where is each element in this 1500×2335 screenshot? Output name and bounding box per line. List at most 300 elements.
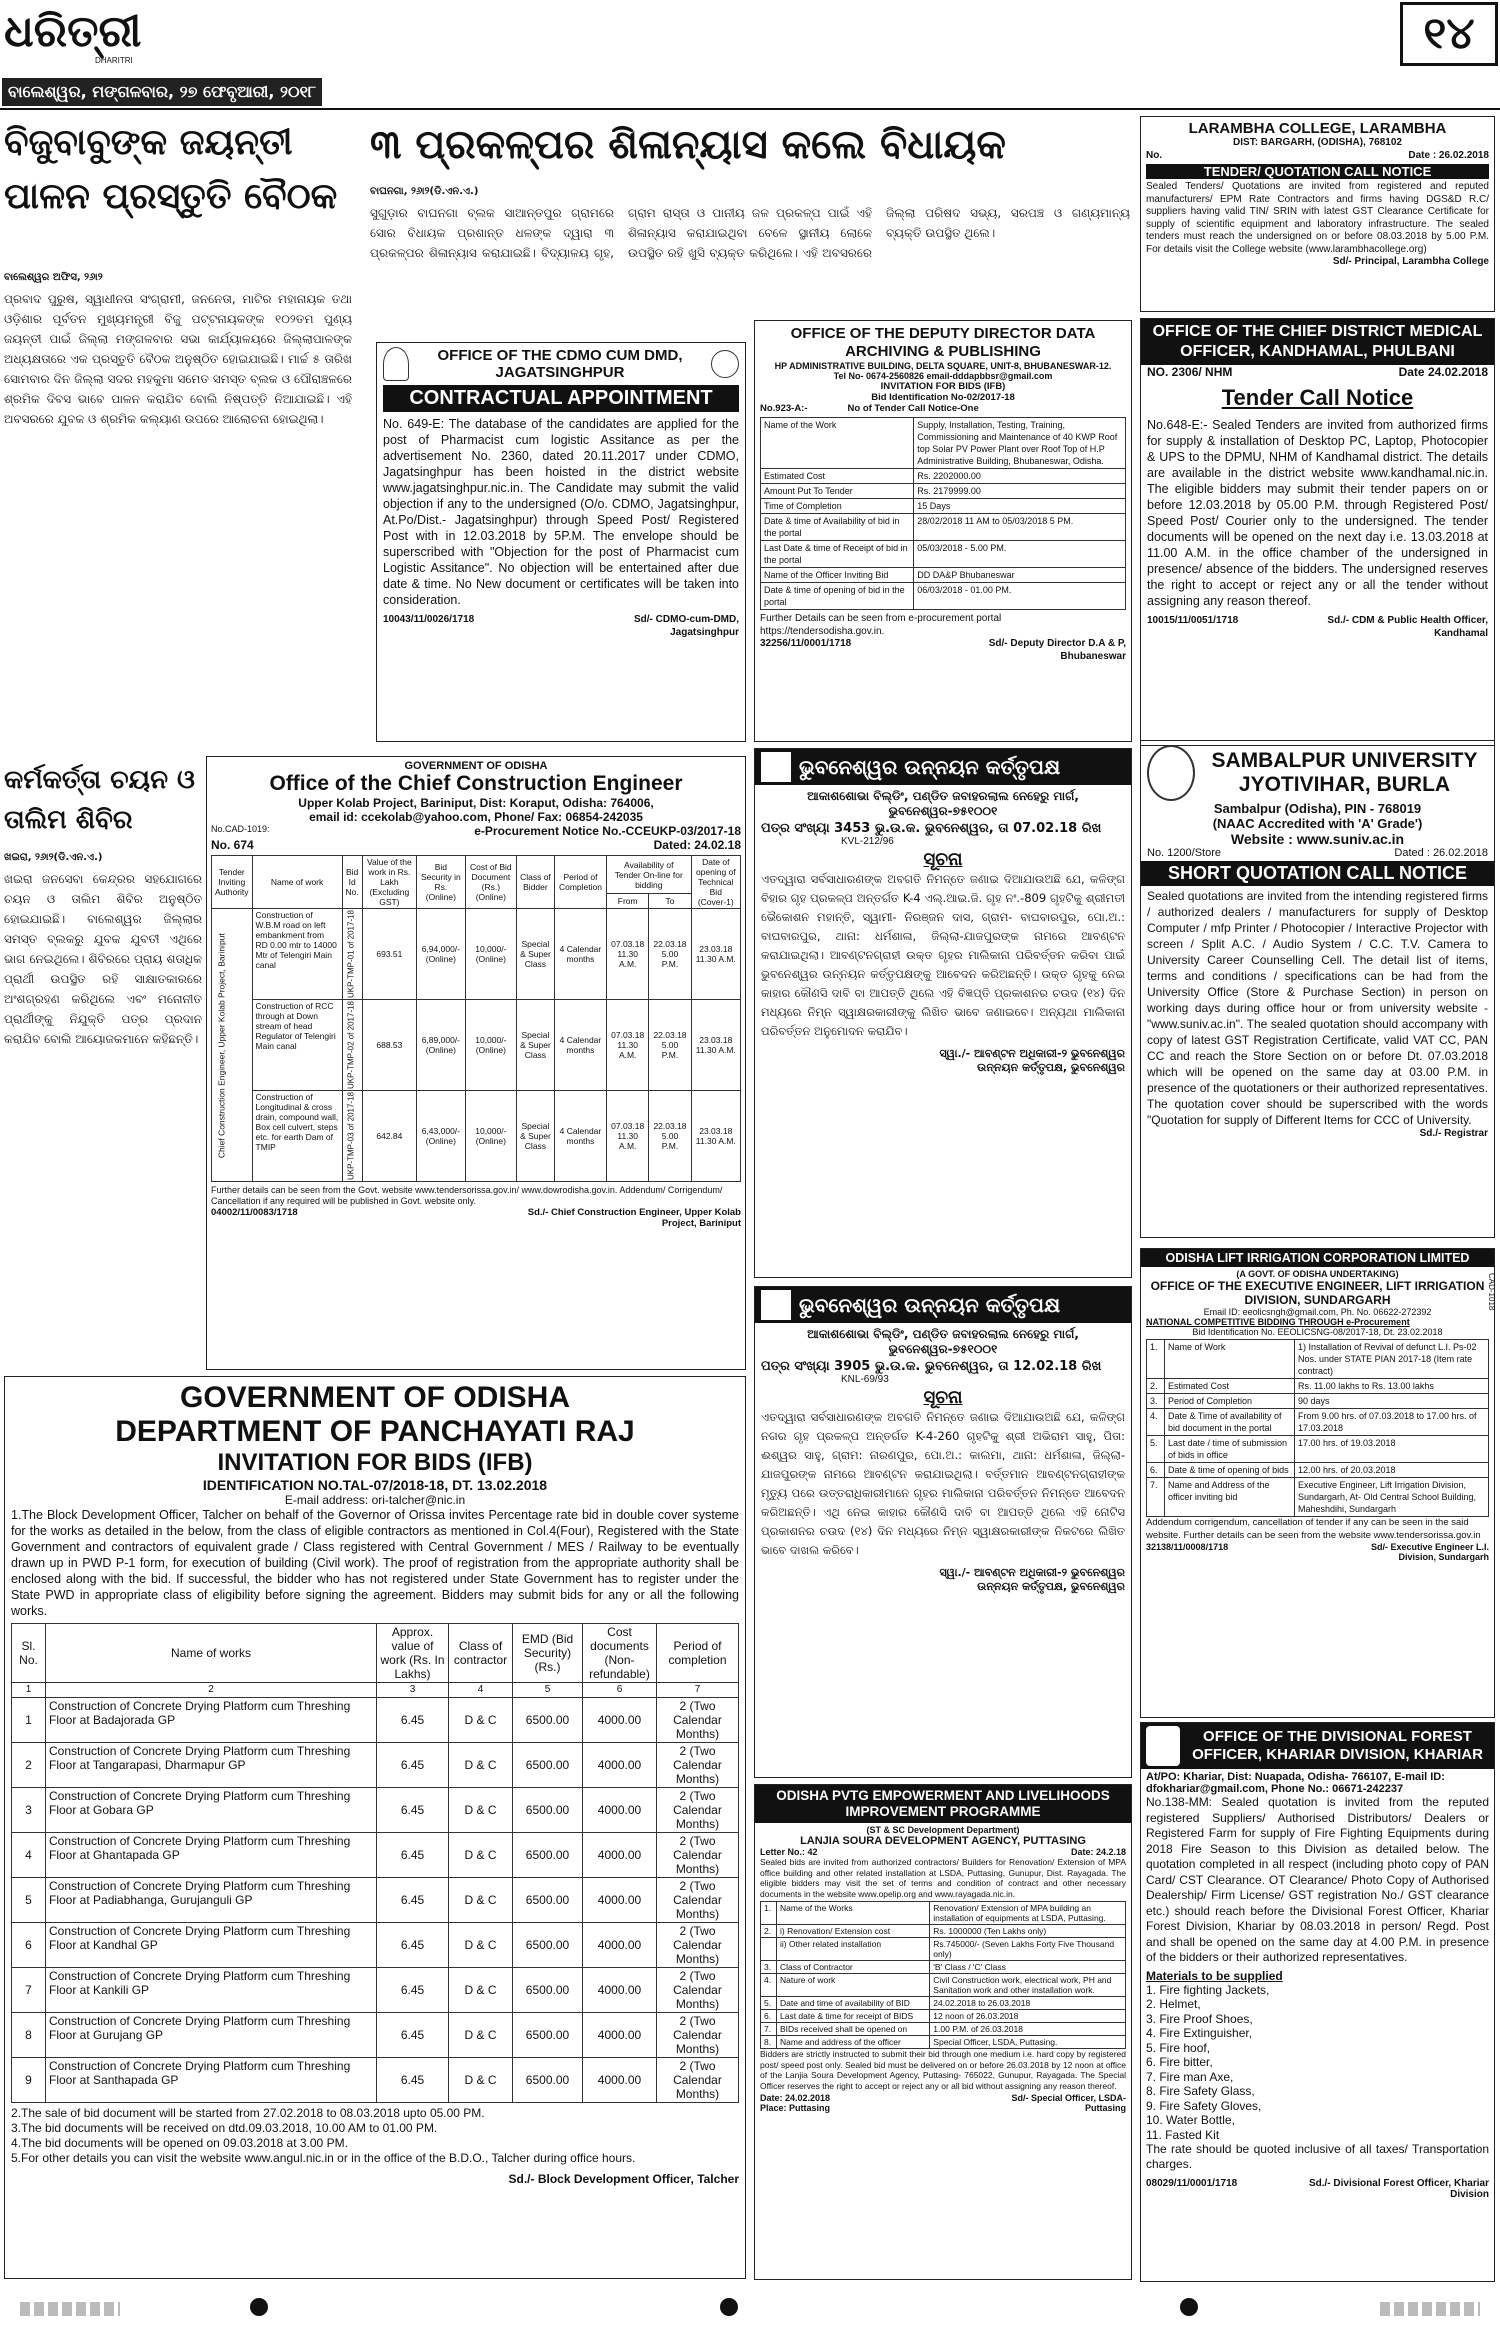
list-item: 6. Fire bitter, <box>1146 2055 1213 2069</box>
table-row <box>761 499 1126 514</box>
table-cell: 1 <box>12 1683 46 1698</box>
list-item: 1. Fire fighting Jackets, <box>1146 1982 1270 1997</box>
bda1-letter: ପତ୍ର ସଂଖ୍ୟା 3453 ଭୁ.ଉ.କ. ଭୁବନେଶ୍ୱର, ତା 07.02.18 ରିଖ <box>761 821 1102 836</box>
table-row <box>761 1997 1126 2010</box>
panchayat-table <box>11 1623 739 2103</box>
table-cell: Construction of Concrete Drying Platform cum Threshing Floor at Tangarapasi, Dharmapur GP <box>46 1743 377 1788</box>
ad-panchayat <box>4 1376 746 2279</box>
table-header: From <box>606 894 648 909</box>
table-cell: 15 Days <box>914 499 1126 514</box>
table-cell: 06/03/2018 - 01.00 PM. <box>914 583 1126 610</box>
kandhamal-body: No.648-E:- Sealed Tenders are invited from authorized firms for supply & installation of Desktop PC, Laptop, Photocopier & UPS to the DPMU, NHM of Kandhamal district. The details are available in the district website www.kandhamal.nic.in. The eligible bidders may submit their tender papers on or before 12.03.2018 by 05.00 P.M. through Registered Post/ Speed Post/ Courier only to the undersigned. The tender documents will be opened on the next day i.e. 13.03.2018 at 11.00 A.M. in the office chamber of the undersigned in presence/ absence of the bidders. The undersigned reserves the right to accept or reject any or all the tender without assigning any reason thereof. <box>1147 418 1488 608</box>
list-item: 10. Water Bottle, <box>1146 2113 1235 2127</box>
table-cell: 3 <box>12 1788 46 1833</box>
table-row <box>12 2013 739 2058</box>
ad-bda-2 <box>754 1286 1132 1778</box>
table-cell: 4. <box>761 1974 777 1997</box>
table-cell: 24.02.2018 to 26.03.2018 <box>930 1997 1126 2010</box>
table-header: Class of contractor <box>449 1624 513 1683</box>
table-header: Date of opening of Technical Bid (Cover-1) <box>691 856 740 909</box>
cce-address: Upper Kolab Project, Bariniput, Dist: Koraput, Odisha: 764006, <box>298 796 654 810</box>
table-cell: Name and address of the officer <box>777 2036 930 2049</box>
table-cell: 6.45 <box>377 2013 449 2058</box>
table-cell: Date & time of opening of bid in the portal <box>761 583 914 610</box>
forest-body: No.138-MM: Sealed quotation is invited from the reputed registered Suppliers/ Authorised Distributors/ Dealers or Registered Farm for supply of Fire Fighting Equipments during 2018 Fire Season to this Division as detailed below. The quotation completed in all respect (including photo copy of PAN Card/ CST Clearance. OT Clearance/ Photo Copy of Authorised Dealership/ Firm License/ GST registration No./ GST clearance etc.) should reach before the Divisional Forest Officer, Khariar Forest Division, Khariar by 08.03.2018 in person/ Regd. Post and shall be opened on the same day at 4.00 P.M. in presence of the bidders or their authorized representatives. <box>1146 1795 1489 1964</box>
print-registration-marks <box>0 2290 1500 2330</box>
pvtg-agency: LANJIA SOURA DEVELOPMENT AGENCY, PUTTASING <box>800 1835 1086 1847</box>
table-cell: 10,000/- (Online) <box>465 909 516 1000</box>
lift-office: OFFICE OF THE EXECUTIVE ENGINEER, LIFT IRRIGATION DIVISION, SUNDARGARH <box>1150 1279 1485 1307</box>
table-cell: D & C <box>449 1743 513 1788</box>
table-cell: UKP-TMP-03 of 2017-18 <box>342 1091 362 1182</box>
table-cell: 4000.00 <box>583 1878 657 1923</box>
table-cell: 7 <box>12 1968 46 2013</box>
pvtg-letter: Letter No.: 42 <box>760 1847 818 1857</box>
list-item: 3. Fire Proof Shoes, <box>1146 2011 1253 2026</box>
ad-kandhamal <box>1140 318 1495 746</box>
table-cell: 7 <box>657 1683 739 1698</box>
table-cell: Construction of Concrete Drying Platform cum Threshing Floor at Kankili GP <box>46 1968 377 2013</box>
table-cell: Special & Super Class <box>516 909 554 1000</box>
table-header: Period of completion <box>657 1624 739 1683</box>
table-cell: Period of Completion <box>1165 1394 1295 1409</box>
table-cell: 8. <box>761 2036 777 2049</box>
pvtg-date: Date: 24.2.18 <box>1070 1847 1126 1857</box>
bda2-sign: ସ୍ୱା./- ଆବଣ୍ଟନ ଅଧିକାରୀ-୨ ଭୁବନେଶ୍ୱର ଉନ୍ନୟନ କର୍ତ୍ତୃପକ୍ଷ, ଭୁବନେଶ୍ୱର <box>939 1565 1125 1593</box>
table-header: EMD (Bid Security) (Rs.) <box>513 1624 583 1683</box>
table-cell: Special Officer, LSDA, Puttasing. <box>930 2036 1126 2049</box>
table-cell: 6. <box>761 2010 777 2023</box>
story-camp-body: ଖଇରା ଜନସେବା କେନ୍ଦ୍ରର ସହଯୋଗରେ ଚୟନ ଓ ତାଲିମ ଶିବିର ଅନୁଷ୍ଠିତ ହୋଇଯାଇଛି। ବାଲେଶ୍ୱର ଜିଲ୍ଲାର ସମସ୍ତ ବ୍ଲକରୁ ଯୁବକ ଯୁବତୀ ଏଥିରେ ଭାଗ ନେଇଥିଲେ। ଶିବିରରେ ପ୍ରାୟ ଶତାଧିକ ପ୍ରାର୍ଥୀ ଉପସ୍ଥିତ ରହି ସାକ୍ଷାତକାରରେ ଅଂଶଗ୍ରହଣ କରିଥିଲେ ଏବଂ ମନୋନୀତ ପ୍ରାର୍ଥୀଙ୍କୁ ନିଯୁକ୍ତି ପତ୍ର ପ୍ରଦାନ କରାଯିବ ବୋଲି ଆୟୋଜକମାନେ କହିଛନ୍ତି। <box>4 871 202 1046</box>
table-cell: 2 <box>46 1683 377 1698</box>
table-cell: Construction of RCC through at Down stream of head Regulator of Telengiri Main canal <box>252 1000 342 1091</box>
list-item: 8. Fire Safety Glass, <box>1146 2084 1255 2098</box>
table-cell: Construction of W.B.M road on left embankment from RD 0.00 mtr to 14000 Mtr of Telengiri Main canal <box>252 909 342 1000</box>
table-cell: 6,43,000/- (Online) <box>416 1091 465 1182</box>
table-cell: 7. <box>761 2023 777 2036</box>
table-cell: Date & Time of availability of bid document in the portal <box>1165 1409 1295 1436</box>
table-cell: 4 Calendar months <box>554 909 606 1000</box>
panchayat-dept: DEPARTMENT OF PANCHAYATI RAJ <box>115 1415 635 1448</box>
table-cell: Civil Construction work, electrical work, PH and Sanitation work and other installation work. <box>930 1974 1126 1997</box>
kandhamal-ref: 10015/11/0051/1718 <box>1147 615 1239 626</box>
bda1-sign: ସ୍ୱା./- ଆବଣ୍ଟନ ଅଧିକାରୀ-୨ ଭୁବନେଶ୍ୱର ଉନ୍ନୟନ କର୍ତ୍ତୃପକ୍ଷ, ଭୁବନେଶ୍ୱର <box>939 1046 1125 1074</box>
table-cell: 10,000/- (Online) <box>465 1091 516 1182</box>
pvtg-dept: (ST & SC Development Department) <box>866 1825 1020 1835</box>
table-cell: Class of Contractor <box>777 1961 930 1974</box>
dd-footer: Further Details can be seen from e-procurement portal https://tendersodisha.gov.in. <box>760 613 1002 637</box>
table-header-row <box>12 1624 739 1683</box>
table-cell: Rs. 2179999.00 <box>914 484 1126 499</box>
table-row <box>761 568 1126 583</box>
cdmo-sign: Sd/- CDMO-cum-DMD, Jagatsinghpur <box>634 614 739 638</box>
dd-tel: Tel No- 0674-2560826 email-dddapbbsr@gmail.com <box>833 371 1053 381</box>
table-cell: 6.45 <box>377 1878 449 1923</box>
table-header: Approx. value of work (Rs. In Lakhs) <box>377 1624 449 1683</box>
table-cell: Name of Work <box>1165 1340 1295 1379</box>
table-cell: Supply, Installation, Testing, Training, Commissioning and Maintenance of 40 KWP Roof top Solar PV Power Plant over Roof Top of H.P Administrative Building, Bhubaneswar, Odisha. <box>914 418 1126 469</box>
table-cell: Chief Construction Engineer, Upper Kolab Project, Bariniput <box>212 909 253 1182</box>
table-cell: Construction of Concrete Drying Platform cum Threshing Floor at Kandhal GP <box>46 1923 377 1968</box>
table-cell: 05/03/2018 - 5.00 PM. <box>914 541 1126 568</box>
table-cell: 12.00 hrs. of 20.03.2018 <box>1294 1463 1488 1478</box>
emblem-icon <box>383 347 409 381</box>
panchayat-ident: IDENTIFICATION NO.TAL-07/2018-18, DT. 13.02.2018 <box>202 1477 548 1493</box>
page-number: ୧୪ <box>1400 2 1498 66</box>
table-cell: ii) Other related installation <box>777 1938 930 1961</box>
table-cell: 1 <box>12 1698 46 1743</box>
table-cell: 6. <box>1147 1463 1165 1478</box>
table-cell: i) Renovation/ Extension cost <box>777 1925 930 1938</box>
larambha-meta <box>1146 150 1489 163</box>
table-cell: Construction of Concrete Drying Platform cum Threshing Floor at Gurujang GP <box>46 2013 377 2058</box>
table-row <box>212 1000 741 1091</box>
forest-address: At/PO: Khariar, Dist: Nuapada, Odisha- 766107, E-mail ID: dfokhariar@gmail.com, Phone No.: 06671-242237 <box>1146 1771 1445 1795</box>
ad-cce <box>206 756 746 1370</box>
table-row <box>761 484 1126 499</box>
table-header: Name of works <box>46 1624 377 1683</box>
forest-materials <box>1146 1983 1489 2143</box>
table-cell: 5 <box>12 1878 46 1923</box>
dd-address: HP ADMINISTRATIVE BUILDING, DELTA SQUARE, UNIT-8, BHUBANESWAR-12. <box>774 361 1112 371</box>
ad-forest <box>1140 1722 1495 2282</box>
table-cell: 6.45 <box>377 1833 449 1878</box>
sambalpur-bar: SHORT QUOTATION CALL NOTICE <box>1141 861 1494 886</box>
cce-table <box>211 855 741 1182</box>
table-cell: 3. <box>1147 1394 1165 1409</box>
table-row <box>12 1833 739 1878</box>
cdmo-office: OFFICE OF THE CDMO CUM DMD, JAGATSINGHPUR <box>437 347 683 381</box>
sambalpur-naac: (NAAC Accredited with 'A' Grade') <box>1212 816 1423 831</box>
table-cell: 6.45 <box>377 1968 449 2013</box>
table-cell: 4000.00 <box>583 2058 657 2103</box>
dd-bid-id: Bid Identification No-02/2017-18 <box>871 392 1015 403</box>
table-cell: 1) Installation of Revival of defunct L.I. Ps-02 Nos. under STATE PIAN 2017-18 (Item rate contract) <box>1294 1340 1488 1379</box>
table-header: Sl. No. <box>12 1624 46 1683</box>
panchayat-ifb: INVITATION FOR BIDS (IFB) <box>217 1449 533 1476</box>
table-cell: D & C <box>449 1878 513 1923</box>
sambalpur-address: Sambalpur (Odisha), PIN - 768019 <box>1213 801 1422 816</box>
table-cell: 2 (Two Calendar Months) <box>657 1878 739 1923</box>
panchayat-notes <box>11 2106 739 2166</box>
table-row <box>761 1925 1126 1938</box>
table-header: Cost documents (Non-refundable) <box>583 1624 657 1683</box>
table-cell: Name and Address of the officer inviting bid <box>1165 1478 1295 1517</box>
table-row <box>761 2010 1126 2023</box>
table-cell: 4000.00 <box>583 2013 657 2058</box>
table-cell: 22.03.18 5.00 P.M. <box>649 909 691 1000</box>
table-row <box>761 2023 1126 2036</box>
table-cell: 6500.00 <box>513 1878 583 1923</box>
pvtg-title: ODISHA PVTG EMPOWERMENT AND LIVELIHOODS IMPROVEMENT PROGRAMME <box>755 1785 1131 1823</box>
table-cell: 693.51 <box>362 909 416 1000</box>
panchayat-sign: Sd./- Block Development Officer, Talcher <box>508 2172 739 2186</box>
table-cell: D & C <box>449 1923 513 1968</box>
lift-footer: Addendum corrigendum, cancellation of tender if any can be seen in the said website. Further details can be seen from the website www.tendersorissa.gov.in <box>1146 1517 1481 1541</box>
ad-deputy-director <box>754 320 1132 742</box>
forest-ref: 08029/11/0001/1718 <box>1146 2178 1238 2189</box>
lift-ref: 32138/11/0008/1718 <box>1146 1542 1229 1552</box>
larambha-title: LARAMBHA COLLEGE, LARAMBHA <box>1188 120 1447 137</box>
lift-cad: CAD-1018 <box>1487 1273 1496 1311</box>
table-cell: 07.03.18 11.30 A.M. <box>606 909 648 1000</box>
table-cell: Amount Put To Tender <box>761 484 914 499</box>
table-row <box>12 1698 739 1743</box>
sambalpur-body: Sealed quotations are invited from the intending registered firms / authorized dealers / manufacturers for supply of Desktop Computer / mfp Printer / Photocopier / Interactive Projector with screen / Split A.C. / Audio System / C.C. T.V. Camera to University Career Counselling Cell. The detail list of items, terms and conditions / specifications can be had from the University Office (Store & Purchase Section) in person on working days during office hour or from university website - "www.suniv.ac.in". The sealed quotation should accompany with copy of latest GST Registration Certificate, valid VAT CC, PAN CC and reach the Store Section on or before Dt. 07.03.2018 which will be opened on the same day at 03.00 P.M. in presence of the quotationers or their authorized representatives. The quotation cover should be superscribed with the words "Quotation for supply of Different Items for CCC of University. <box>1147 889 1488 1127</box>
table-row <box>761 1938 1126 1961</box>
table-cell: 6500.00 <box>513 1833 583 1878</box>
forest-materials-title: Materials to be supplied <box>1146 1968 1283 1983</box>
bda1-notice: ସୂଚନା <box>923 848 963 870</box>
table-cell: 23.03.18 11.30 A.M. <box>691 1091 740 1182</box>
table-cell: From 9.00 hrs. of 07.03.2018 to 17.00 hrs. of 17.03.2018 <box>1294 1409 1488 1436</box>
list-item: 5. Fire hoof, <box>1146 2040 1211 2055</box>
table-cell: 1. <box>1147 1340 1165 1379</box>
nhm-logo-icon <box>711 350 739 378</box>
table-cell: Construction of Concrete Drying Platform cum Threshing Floor at Badajorada GP <box>46 1698 377 1743</box>
forest-sign: Sd./- Divisional Forest Officer, Khariar Division <box>1308 2178 1489 2200</box>
table-cell: 642.84 <box>362 1091 416 1182</box>
pvtg-sign: Sd/- Special Officer, LSDA- Puttasing <box>1011 2093 1126 2113</box>
pvtg-footer: Bidders are strictly instructed to submit their bid through one medium i.e. hard copy by registered post/ speed post only. Sealed bid must be delivered on or before 26.03.2018 by 12 noon at office of the Lanjia Soura Development Agency, Puttasing- 765022, Gunupur, Rayagada. The Special Officer reserves the right to accept or reject any or all bid without assigning any reason thereof. <box>760 2049 1126 2091</box>
table-cell: 6500.00 <box>513 2013 583 2058</box>
table-cell: Date and time of availability of BID <box>777 1997 930 2010</box>
table-cell: 4000.00 <box>583 1833 657 1878</box>
table-cell: Construction of Longitudinal & cross drain, compound wall, Box cell culvert, steps etc. for earth Dam of TMIP <box>252 1091 342 1182</box>
table-cell: 6.45 <box>377 1743 449 1788</box>
table-cell: 6500.00 <box>513 1788 583 1833</box>
pvtg-body: Sealed bids are invited from authorized contractors/ Builders for Renovation/ Extension of MPA office building and other related installation at LSDA, Puttasing, Gunupur, Dist. Rayagada. The eligible bidders may visit the set of terms and condition of contract and other necessary documents in the website www.opelip.org and www.rayagada.nic.in. <box>760 1857 1126 1899</box>
masthead <box>0 0 1500 110</box>
table-row <box>12 1788 739 1833</box>
table-cell: Rs.745000/- (Seven Lakhs Forty Five Thousand only) <box>930 1938 1126 1961</box>
table-cell: D & C <box>449 2013 513 2058</box>
table-cell: 2 (Two Calendar Months) <box>657 1923 739 1968</box>
lift-corp: ODISHA LIFT IRRIGATION CORPORATION LIMITED <box>1141 1249 1494 1267</box>
table-row <box>1147 1340 1489 1379</box>
table-cell: 4 <box>449 1683 513 1698</box>
table-header: Name of work <box>252 856 342 909</box>
sambalpur-website: Website : www.suniv.ac.in <box>1230 831 1405 847</box>
table-cell: 4 <box>12 1833 46 1878</box>
bda1-body: ଏତଦ୍ୱାରା ସର୍ବସାଧାରଣଙ୍କ ଅବଗତି ନିମନ୍ତେ ଜଣାଇ ଦିଆଯାଉଅଛି ଯେ, କଳିଙ୍ଗ ବିହାର ଗୃହ ପ୍ରକଳ୍ପ ଅନ୍ତର୍ଗତ K-4 ଏଲ୍.ଆଇ.ଜି. ଗୃହ ନଂ.-809 ଗୃହଟିକୁ ଶ୍ରୀମତୀ ଭୈକୋଶନ ମହାନ୍ତି, ସ୍ୱାମୀ- ନିରଞ୍ଜନ ଦାସ, ଗ୍ରାମ- ବାଘବାରପୁର, ପୋ.ଅ.: ବାଘବାରପୁର, ଥାନା: ଧର୍ମଶାଳା, ଜିଲ୍ଲା-ଯାଜପୁରଙ୍କ ନାମରେ ଆବଣ୍ଟନ କରାଯାଇଥିଲା। ଆବଣ୍ଟନଗ୍ରାହୀ ଉକ୍ତ ଗୃହର ମାଲିକାନା ପରିବର୍ତ୍ତନ କରିବା ପାଇଁ ଭୁବନେଶ୍ୱର ଉନ୍ନୟନ କର୍ତ୍ତୃପକ୍ଷଙ୍କୁ ଆବେଦନ କରିଅଛନ୍ତି। ଉକ୍ତ ଗୃହକୁ ନେଇ କାହାର କୌଣସି ଦାବି ବା ଆପତ୍ତି ଥିଲେ ଏହି ବିଜ୍ଞପ୍ତି ପ୍ରକାଶନର ଚଉଦ (୧୪) ଦିନ ମଧ୍ୟରେ ନିମ୍ନ ସ୍ୱାକ୍ଷରକାରୀଙ୍କୁ ଲିଖିତ ଭାବେ ଜଣାଇବେ। ଅନ୍ୟଥା ମାଲିକାନା ପରିବର୍ତ୍ତନ ଅନୁମୋଦନ କରାଯିବ। <box>761 871 1125 1038</box>
table-header: Bid Id No. <box>342 856 362 909</box>
table-cell: Name of the Work <box>761 418 914 469</box>
table-cell: 2 (Two Calendar Months) <box>657 1743 739 1788</box>
table-row <box>12 1968 739 2013</box>
table-cell: D & C <box>449 1833 513 1878</box>
table-header: Value of the work in Rs. Lakh (Excluding GST) <box>362 856 416 909</box>
cce-no: No. 674 <box>211 838 254 852</box>
table-cell: 2 (Two Calendar Months) <box>657 1788 739 1833</box>
bda-logo-icon <box>761 752 791 782</box>
dd-table <box>760 417 1126 610</box>
bda1-title: ଭୁବନେଶ୍ୱର ଉନ୍ନୟନ କର୍ତ୍ତୃପକ୍ଷ <box>799 755 1061 779</box>
story-mla-headline: ୩ ପ୍ରକଳ୍ପର ଶିଳାନ୍ୟାସ କଲେ ବିଧାୟକ <box>370 122 1006 168</box>
table-cell: 6,94,000/- (Online) <box>416 909 465 1000</box>
cce-sign: Sd./- Chief Construction Engineer, Upper Kolab Project, Bariniput <box>527 1207 741 1230</box>
table-row <box>12 1743 739 1788</box>
larambha-dist: DIST: BARGARH, (ODISHA), 768102 <box>1233 137 1402 148</box>
table-cell: 5. <box>761 1997 777 2010</box>
panchayat-gov: GOVERNMENT OF ODISHA <box>179 1381 570 1414</box>
table-row <box>761 1961 1126 1974</box>
table-cell: 28/02/2018 11 AM to 05/03/2018 5 PM. <box>914 514 1126 541</box>
ad-sambalpur <box>1140 740 1495 1238</box>
note-line: 3.The bid documents will be received on dtd.09.03.2018, 10.00 AM to 01.00 PM. <box>11 2121 438 2135</box>
story-camp <box>4 760 202 1380</box>
table-cell: Rs. 11.00 lakhs to Rs. 13.00 lakhs <box>1294 1379 1488 1394</box>
table-cell: 2. <box>761 1925 777 1938</box>
table-cell: 688.53 <box>362 1000 416 1091</box>
table-header: Cost of Bid Document (Rs.) (Online) <box>465 856 516 909</box>
table-cell: BIDs received shall be opened on <box>777 2023 930 2036</box>
table-cell: D & C <box>449 1968 513 2013</box>
table-cell <box>761 1938 777 1961</box>
table-row <box>761 2036 1126 2049</box>
table-cell: Last Date & time of Receipt of bid in the portal <box>761 541 914 568</box>
table-cell: 17.00 hrs. of 19.03.2018 <box>1294 1436 1488 1463</box>
lift-undertaking: (A GOVT. OF ODISHA UNDERTAKING) <box>1236 1269 1399 1279</box>
larambha-sign: Sd/- Principal, Larambha College <box>1332 256 1489 267</box>
table-row <box>761 583 1126 610</box>
table-cell: D & C <box>449 1698 513 1743</box>
table-header: Availability of Tender On-line for bidding <box>606 856 691 894</box>
table-cell: Name of the Works <box>777 1902 930 1925</box>
table-row <box>761 418 1126 469</box>
lift-bid: Bid Identification No. EEOLICSNG-08/2017-18, Dt. 23.02.2018 <box>1192 1327 1443 1337</box>
newspaper-logo-sub: DHARITRI <box>95 56 133 65</box>
pvtg-date2: Date: 24.02.2018 <box>760 2093 831 2103</box>
list-item: 2. Helmet, <box>1146 1997 1201 2011</box>
table-cell: 6500.00 <box>513 1923 583 1968</box>
cce-eproc: e-Procurement Notice No.-CCEUKP-03/2017-18 <box>474 824 741 838</box>
story-mla-body: ସୁଗୁଡ଼ାର ବାଘନଗା ବ୍ଲକ ସାଆନ୍ତପୁର ଗ୍ରାମରେ ସୋର ବିଧାୟକ ପ୍ରଶାନ୍ତ ଧଳଙ୍କ ଦ୍ୱାରା ୩ ପ୍ରକଳ୍ପର ଶିଳାନ୍ୟାସ କରାଯାଇଛି। ବିଦ୍ୟାଳୟ ଗୃହ, ଗ୍ରାମ ରାସ୍ତା ଓ ପାନୀୟ ଜଳ ପ୍ରକଳ୍ପ ପାଇଁ ଏହି ଶିଳାନ୍ୟାସ କରାଯାଇଥିବା ବେଳେ ସ୍ଥାନୀୟ ଲୋକେ ଉପସ୍ଥିତ ରହି ଖୁସି ବ୍ୟକ୍ତ କରିଥିଲେ। ଏହି ଅବସରରେ ଜିଲ୍ଲା ପରିଷଦ ସଭ୍ୟ, ସରପଞ୍ଚ ଓ ଗଣ୍ୟମାନ୍ୟ ବ୍ୟକ୍ତି ଉପସ୍ଥିତ ଥିଲେ। <box>370 205 1130 260</box>
table-row <box>1147 1436 1489 1463</box>
dd-no: No.923-A:- <box>760 403 808 414</box>
kandhamal-sign: Sd./- CDM & Public Health Officer, Kandhamal <box>1327 615 1488 639</box>
table-row <box>761 1974 1126 1997</box>
cdmo-bar: CONTRACTUAL APPOINTMENT <box>383 385 739 412</box>
table-cell: Special & Super Class <box>516 1091 554 1182</box>
table-cell: 3 <box>377 1683 449 1698</box>
table-cell: 9 <box>12 2058 46 2103</box>
table-cell: 12 noon of 26.03.2018 <box>930 2010 1126 2023</box>
table-cell: 4000.00 <box>583 1968 657 2013</box>
table-cell: Construction of Concrete Drying Platform cum Threshing Floor at Padiabhanga, Gurujanguli GP <box>46 1878 377 1923</box>
ad-lift-irrigation <box>1140 1248 1495 1718</box>
bda2-letter: ପତ୍ର ସଂଖ୍ୟା 3905 ଭୁ.ଉ.କ. ଭୁବନେଶ୍ୱର, ତା 12.02.18 ରିଖ <box>761 1359 1102 1374</box>
cce-ref: 04002/11/0083/1718 <box>211 1207 298 1219</box>
table-row <box>761 1902 1126 1925</box>
story-biju-dateline: ବାଲେଶ୍ୱର ଅଫିସ, ୨୬ା୨ <box>4 272 103 283</box>
table-row <box>212 1091 741 1182</box>
cce-title: Office of the Chief Construction Engineer <box>269 772 683 795</box>
forest-note: The rate should be quoted inclusive of all taxes/ Transportation charges. <box>1146 2142 1489 2171</box>
cce-footer: Further details can be seen from the Govt. website www.tendersorissa.gov.in/ www.dowrodisha.gov.in. Addendum/ Corrigendum/ Cancellation if any required will be published in Govt. website only. <box>211 1185 723 1207</box>
story-biju-body: ପ୍ରବାଦ ପୁରୁଷ, ସ୍ୱାଧୀନତା ସଂଗ୍ରାମୀ, ଜନନେତା, ମାଟିର ମହାନାୟକ ତଥା ଓଡ଼ିଶାର ପୂର୍ବତନ ମୁଖ୍ୟମନ୍ତ୍ରୀ ବିଜୁ ପଟ୍ଟନାୟକଙ୍କ ୧୦୨ତମ ପୁଣ୍ୟ ଜୟନ୍ତୀ ପାଇଁ ଜିଲ୍ଲା ମଙ୍ଗଳବାର ସଭା କାର୍ଯ୍ୟାଳୟରେ ଜିଲ୍ଲାପାଳଙ୍କ ଅଧ୍ୟକ୍ଷତାରେ ଏକ ପ୍ରସ୍ତୁତି ବୈଠକ ଅନୁଷ୍ଠିତ ହୋଇଯାଇଛି। ମାର୍ଚ୍ଚ ୫ ତାରିଖ ସୋମବାର ଦିନ ଜିଲ୍ଲା ସଦର ମହକୁମା ସମେତ ସମସ୍ତ ବ୍ଲକ ଓ ପୌରାଞ୍ଚଳରେ ଶ୍ରମିକ ଦିବସ ଭାବେ ପାଳନ କରାଯିବ ବୋଲି ନିଷ୍ପତ୍ତି ନିଆଯାଇଛି। ଏହି ଅବସରରେ ଯୁବକ ଓ ଶ୍ରମିକ କଲ୍ୟାଣ ଉପରେ ଆଲୋଚନା ହୋଇଥିଲା। <box>4 291 352 426</box>
table-cell: 2 (Two Calendar Months) <box>657 2058 739 2103</box>
note-line: 4.The bid documents will be opened on 09.03.2018 at 3.00 PM. <box>11 2136 348 2150</box>
table-cell: 4000.00 <box>583 1788 657 1833</box>
lift-email: Email ID: eeolicsngh@gmail.com, Ph. No. 06622-272392 <box>1203 1307 1432 1317</box>
table-cell: Estimated Cost <box>1165 1379 1295 1394</box>
table-cell: 4. <box>1147 1409 1165 1436</box>
ad-cdmo <box>376 342 746 742</box>
sambalpur-date: Dated : 26.02.2018 <box>1394 847 1488 859</box>
ad-pvtg <box>754 1784 1132 2280</box>
note-line: 5.For other details you can visit the website www.angul.nic.in or in the office of the B.D.O., Talcher during office hours. <box>11 2151 636 2165</box>
table-row <box>1147 1463 1489 1478</box>
table-cell: 7. <box>1147 1478 1165 1517</box>
note-line: 2.The sale of bid document will be started from 27.02.2018 to 08.03.2018 upto 05.00 PM. <box>11 2106 485 2120</box>
dd-office: OFFICE OF THE DEPUTY DIRECTOR DATA ARCHIVING & PUBLISHING <box>790 325 1096 360</box>
larambha-date: Date : 26.02.2018 <box>1408 149 1489 161</box>
list-item: 9. Fire Safety Gloves, <box>1146 2098 1262 2113</box>
list-item: 4. Fire Extinguisher, <box>1146 2026 1253 2040</box>
table-cell: 2 (Two Calendar Months) <box>657 1968 739 2013</box>
forest-emblem-icon <box>1146 1726 1180 1766</box>
cdmo-ref: 10043/11/0026/1718 <box>383 614 475 625</box>
story-camp-headline: କର୍ମକର୍ତ୍ତା ଚୟନ ଓ ତାଲିମ ଶିବିର <box>4 765 195 835</box>
masthead-rule <box>0 108 1500 110</box>
list-item: 7. Fire man Axe, <box>1146 2069 1234 2084</box>
bda2-kvl: KNL-69/93 <box>841 1374 889 1385</box>
table-row <box>212 909 741 1000</box>
table-cell: Last date & time for receipt of BIDS <box>777 2010 930 2023</box>
table-cell: 4000.00 <box>583 1698 657 1743</box>
table-cell: 4 Calendar months <box>554 1000 606 1091</box>
table-cell: 23.03.18 11.30 A.M. <box>691 1000 740 1091</box>
table-header: Bid Security in Rs. (Online) <box>416 856 465 909</box>
table-cell: Date & time of Availability of bid in the portal <box>761 514 914 541</box>
dd-notice: No of Tender Call Notice-One <box>847 403 979 414</box>
kandhamal-heading: Tender Call Notice <box>1221 385 1414 410</box>
table-row <box>1147 1478 1489 1517</box>
ad-bda-1 <box>754 748 1132 1278</box>
table-cell: 6500.00 <box>513 2058 583 2103</box>
table-header: To <box>649 894 691 909</box>
panchayat-intro: 1.The Block Development Officer, Talcher on behalf of the Governor of Orissa invites Percentage rate bid in double cover systeme for the works as detailed in the below, from the class of eligible contractors as mentioned in Col.4(Four), Registered with the State Government and contractors of equivalent grade / Class registered with Central Government / MES / Railway to be eventually drawn up in PWD P-1 form, for execution of building (Civil work). The proof of registration from the appropriate authority shall be enclosed along with the bid. If successful, the bidder who has not registered under State Government has to register under the State PWD in appropriate class of eligibility before signing the agreement. Bidders may submit bids for any or all the following works. <box>11 1508 739 1618</box>
table-cell: 22.03.18 5.00 P.M. <box>649 1000 691 1091</box>
table-cell: 10,000/- (Online) <box>465 1000 516 1091</box>
table-cell: Date & time of opening of bids <box>1165 1463 1295 1478</box>
sambalpur-sign: Sd./- Registrar <box>1419 1128 1488 1139</box>
table-cell: Executive Engineer, Lift Irrigation Division, Sundargarh, At- Old Central School Building, Maheshdihi, Sundargarh <box>1294 1478 1488 1517</box>
table-cell: D & C <box>449 1788 513 1833</box>
cdmo-body: No. 649-E: The database of the candidates are applied for the post of Pharmacist cum logistic Assitance as per the advertisement No. 2360, dated 20.11.2017 under CDMO, Jagatsinghpur has been hoisted in the district website www.jagatsinghpur.nic.in. The Candidate may submit the valid objection if any to the undersigned (O/o. CDMO, Jagatsinghpur, At.Po/Dist.- Jagatsinghpur) through Speed Post/ Registered Post with in 12.03.2018 by 5P.M. The envelope should be superscribed with "Objection for the post of Pharmacist cum Logistic Assitance". No objection will be entertained after due date & time. No New document or certificates will be taken into consideration. <box>383 417 739 607</box>
table-cell: 8 <box>12 2013 46 2058</box>
table-cell: UKP-TMP-01 of 2017-18 <box>342 909 362 1000</box>
table-cell: Construction of Concrete Drying Platform cum Threshing Floor at Santhapada GP <box>46 2058 377 2103</box>
table-cell: 23.03.18 11.30 A.M. <box>691 909 740 1000</box>
table-header: Tender Inviting Authority <box>212 856 253 909</box>
table-cell: 2 (Two Calendar Months) <box>657 1833 739 1878</box>
table-header-row <box>212 856 741 894</box>
table-row <box>12 2058 739 2103</box>
dd-ifb: INVITATION FOR BIDS (IFB) <box>880 381 1006 392</box>
dd-sign: Sd/- Deputy Director D.A & P, Bhubaneswar <box>988 638 1126 662</box>
list-item: 11. Fasted Kit <box>1146 2127 1220 2142</box>
table-row <box>12 1878 739 1923</box>
lift-table <box>1146 1339 1489 1517</box>
table-header: Period of Completion <box>554 856 606 909</box>
table-cell: Time of Completion <box>761 499 914 514</box>
table-cell: 6.45 <box>377 1923 449 1968</box>
table-cell: 4000.00 <box>583 1923 657 1968</box>
table-cell: 6500.00 <box>513 1743 583 1788</box>
table-row <box>761 469 1126 484</box>
